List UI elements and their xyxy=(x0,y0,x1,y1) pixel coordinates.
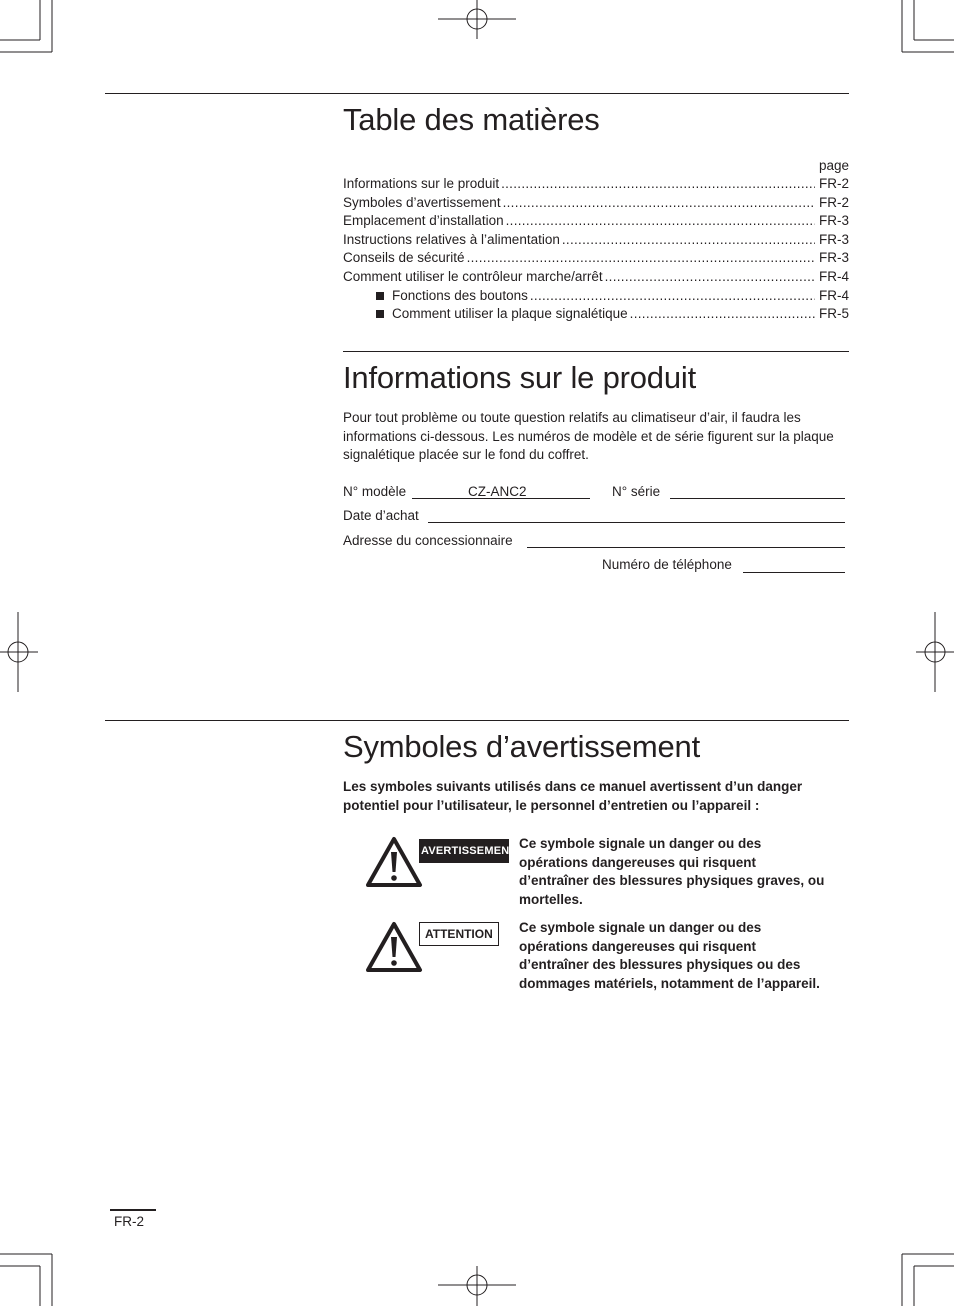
dealer-address-label: Adresse du concessionnaire xyxy=(343,533,513,548)
toc-leader-dots xyxy=(630,305,815,324)
toc-leader-dots xyxy=(506,212,815,231)
toc-entry-warning-symbols[interactable] xyxy=(343,194,849,213)
symbols-divider xyxy=(105,720,849,721)
toc-entry-label: Informations sur le produit xyxy=(343,176,500,191)
toc-entry-label: Comment utiliser la plaque signalétique xyxy=(392,306,628,322)
footer-rule xyxy=(110,1209,156,1211)
toc-leader-dots xyxy=(503,194,815,213)
toc-subentry-button-functions[interactable] xyxy=(343,287,849,306)
product-info-title: Informations sur le produit xyxy=(343,360,696,395)
toc-entry-label: Instructions relatives à l’alimentation xyxy=(343,231,560,247)
phone-number-label: Numéro de téléphone xyxy=(602,557,732,572)
dealer-address-field[interactable] xyxy=(527,547,845,548)
toc-entry-page: FR-3 xyxy=(819,250,849,266)
toc-entry-page: FR-3 xyxy=(819,213,849,229)
toc-entry-label: Comment utiliser le contrôleur marche/arrêt xyxy=(343,268,603,284)
toc-leader-dots xyxy=(467,249,815,268)
toc-leader-dots xyxy=(530,287,815,306)
product-info-divider xyxy=(343,351,849,352)
toc-entry-label: Emplacement d’installation xyxy=(343,213,504,229)
toc-entry-page: FR-2 xyxy=(819,194,849,210)
warning-description: Ce symbole signale un danger ou des opérations dangereuses qui risquent d’entraîner des blessures physiques graves, ou mortelles. xyxy=(519,836,825,907)
toc-entry-safety-advice[interactable] xyxy=(343,249,849,268)
toc-entry-label: Conseils de sécurité xyxy=(343,250,465,266)
square-bullet-icon xyxy=(376,310,384,318)
toc-entry-page: FR-3 xyxy=(819,231,849,247)
table-of-contents xyxy=(343,156,849,324)
warning-badge: AVERTISSEMENT xyxy=(419,839,509,863)
page-number: FR-2 xyxy=(114,1214,144,1229)
serial-field[interactable] xyxy=(670,498,845,499)
toc-entry-label: Symboles d’avertissement xyxy=(343,194,501,210)
serial-label: N° série xyxy=(612,484,661,499)
toc-entry-installation-location[interactable] xyxy=(343,212,849,231)
toc-entry-page: FR-4 xyxy=(819,287,849,303)
toc-entry-page: FR-5 xyxy=(819,306,849,322)
toc-leader-dots xyxy=(562,231,815,250)
caution-triangle-icon xyxy=(365,921,423,973)
toc-title: Table des matières xyxy=(343,102,600,137)
toc-leader-dots xyxy=(501,175,815,194)
symbols-intro: Les symboles suivants utilisés dans ce manuel avertissent d’un danger potentiel pour l’utilisateur, le personnel d’entretien ou l’appareil : xyxy=(343,779,803,813)
caution-badge: ATTENTION xyxy=(419,922,499,946)
toc-leader-dots xyxy=(605,268,815,287)
phone-number-field[interactable] xyxy=(743,572,845,573)
toc-entry-page: FR-4 xyxy=(819,268,849,284)
caution-description: Ce symbole signale un danger ou des opérations dangereuses qui risquent d’entraîner des blessures physiques ou des dommages matériels, notamment de l’appareil. xyxy=(519,920,820,991)
toc-entry-on-off-controller[interactable] xyxy=(343,268,849,287)
toc-entry-product-info[interactable] xyxy=(343,175,849,194)
toc-subentry-nameplate[interactable] xyxy=(343,305,849,324)
model-value[interactable]: CZ-ANC2 xyxy=(468,484,527,499)
toc-entry-power-instructions[interactable] xyxy=(343,231,849,250)
toc-entry-label: Fonctions des boutons xyxy=(392,287,528,303)
square-bullet-icon xyxy=(376,292,384,300)
purchase-date-field[interactable] xyxy=(428,522,845,523)
model-label: N° modèle xyxy=(343,484,407,499)
product-info-paragraph: Pour tout problème ou toute question relatifs au climatiseur d’air, il faudra les informations ci-dessous. Les numéros de modèle et de série figurent sur la plaque signalétique placée sur le fond du coffret. xyxy=(343,410,834,463)
toc-entry-page: FR-2 xyxy=(819,176,849,191)
warning-triangle-icon xyxy=(365,836,423,888)
symbols-title: Symboles d’avertissement xyxy=(343,729,701,764)
purchase-date-label: Date d’achat xyxy=(343,508,419,523)
toc-page-header: page xyxy=(818,158,849,173)
top-divider xyxy=(105,93,849,94)
